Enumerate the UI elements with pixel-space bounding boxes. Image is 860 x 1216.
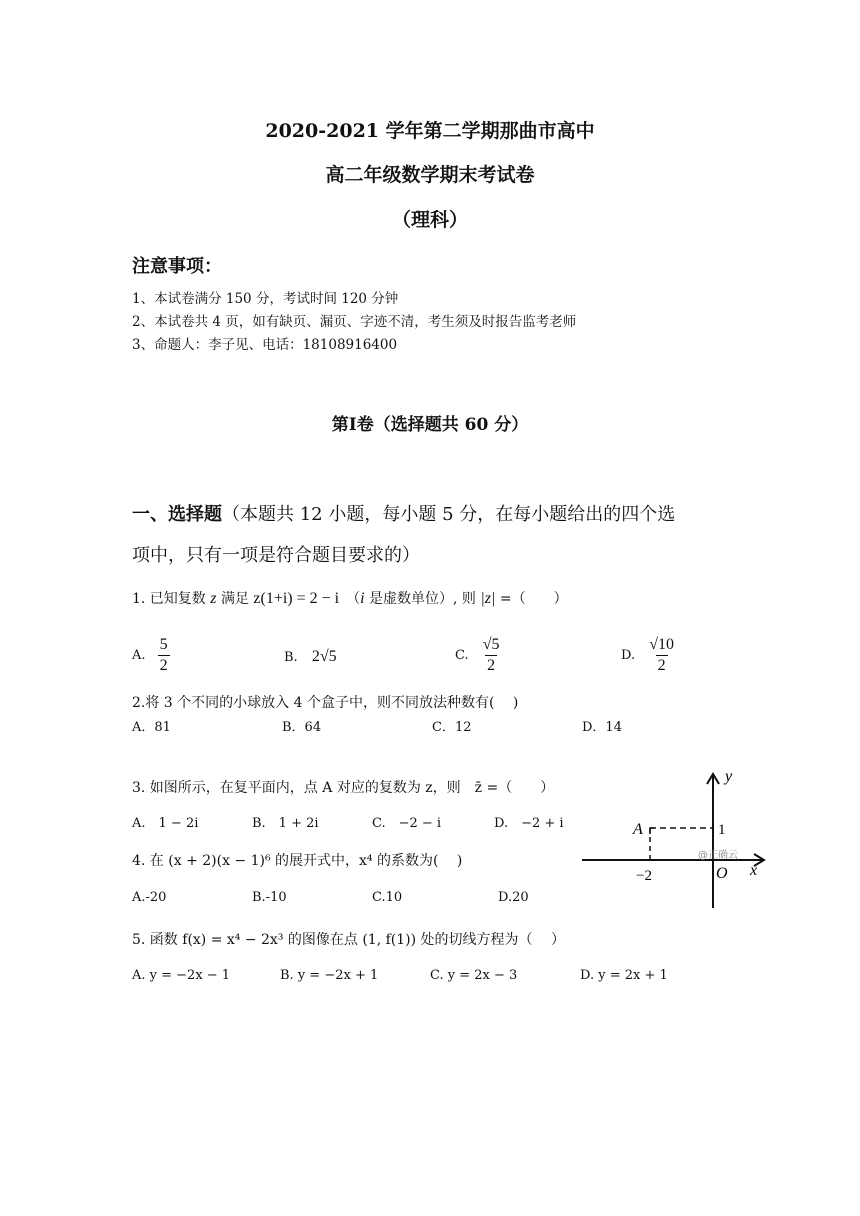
q1-abs-z: |z| [480,590,496,607]
q3-option-b[interactable]: B. 1 + 2i [252,816,319,831]
q1-var-i: i [360,590,365,607]
q1-option-d-fraction [647,636,676,675]
question-2: 2.将 3 个不同的小球放入 4 个盒子中，则不同放法种数有( ) [132,695,519,711]
point-a-label: A [633,821,643,838]
q1-option-a-label: A. [132,648,146,663]
complex-plane-figure [578,762,778,912]
exam-title-line2: 高二年级数学期末考试卷 [325,164,535,186]
q3-option-c[interactable]: C. −2 − i [372,816,442,831]
q1-text-1: 1. 已知复数 [132,591,211,607]
section1-desc1: （本题共 12 小题，每小题 5 分，在每小题给出的四个选 [222,504,676,525]
y-tick-1: 1 [718,822,726,838]
q3-option-a[interactable]: A. 1 − 2i [132,816,199,831]
q1-text-5: =（ ） [495,591,568,607]
q1-option-a[interactable] [132,636,170,675]
q1-option-b-value: 2√5 [311,648,337,665]
q1-option-c[interactable] [455,636,502,675]
note-item-2: 2、本试卷共 4 页，如有缺页、漏页、字迹不清，考生须及时报告监考老师 [132,314,577,330]
question-1 [132,588,568,608]
q2-option-b[interactable]: B．64 [282,720,322,735]
note-item-3: 3、命题人：李子见、电话：18108916400 [132,337,398,353]
q1-option-c-den: 2 [487,657,496,674]
q1-option-a-den: 2 [159,657,168,674]
q1-option-d-num: √10 [649,636,675,653]
section1-line1 [132,500,675,526]
section1-title: 一、选择题 [132,504,222,525]
notes-heading: 注意事项： [132,256,222,277]
q5-option-c[interactable]: C. y = 2x − 3 [430,968,518,983]
q4-option-b[interactable]: B.-10 [252,890,287,905]
q1-option-d[interactable] [621,636,676,675]
q3-option-d[interactable]: D. −2 + i [494,816,564,831]
q2-option-a[interactable]: A．81 [132,720,171,735]
q5-option-a[interactable]: A. y = −2x − 1 [132,968,231,983]
q1-option-a-fraction [158,636,170,675]
y-axis-label: y [725,768,733,785]
part1-heading: 第Ⅰ卷（选择题共 60 分） [331,415,529,435]
q4-option-d[interactable]: D.20 [498,890,529,905]
q1-option-c-fraction [481,636,502,675]
question-5: 5. 函数 f(x) = x⁴ − 2x³ 的图像在点 (1, f(1)) 处的切线方程为（ ） [132,932,565,948]
watermark: @正确云 [698,850,738,861]
q1-option-a-num: 5 [159,636,168,653]
question-4: 4. 在 (x + 2)(x − 1)⁶ 的展开式中，x⁴ 的系数为( ) [132,853,463,869]
question-3: 3. 如图所示，在复平面内，点 A 对应的复数为 z，则 z̄ =（ ） [132,780,555,796]
q2-option-c[interactable]: C．12 [432,720,472,735]
q2-option-d[interactable]: D．14 [582,720,622,735]
note-item-1: 1、本试卷满分 150 分，考试时间 120 分钟 [132,291,399,307]
q1-option-b[interactable] [284,648,337,666]
exam-title-line3: （理科） [391,209,468,231]
q5-option-b[interactable]: B. y = −2x + 1 [280,968,379,983]
q1-text-4: 是虚数单位）, 则 [364,591,481,607]
q1-option-b-label: B. [284,650,298,665]
q1-option-c-label: C. [455,648,469,663]
q1-var-z: z [210,590,217,607]
point-a-marker [650,828,654,834]
section1-desc2: 项中，只有一项是符合题目要求的） [132,545,420,566]
q1-text-2: 满足 [216,591,254,607]
q1-option-d-label: D. [621,648,636,663]
q1-text-3: （ [353,591,361,607]
exam-title-line1: 2020-2021 学年第二学期那曲市高中 [265,120,595,142]
q1-equation: z(1+i) = 2 − i [253,590,340,607]
x-axis-label: x [750,862,758,879]
q4-option-a[interactable]: A.-20 [132,890,167,905]
q1-option-d-den: 2 [657,657,666,674]
q1-option-c-num: √5 [482,636,500,653]
q5-option-d[interactable]: D. y = 2x + 1 [580,968,668,983]
origin-label: O [716,865,728,882]
x-tick-neg2: −2 [636,868,652,884]
q4-option-c[interactable]: C.10 [372,890,403,905]
